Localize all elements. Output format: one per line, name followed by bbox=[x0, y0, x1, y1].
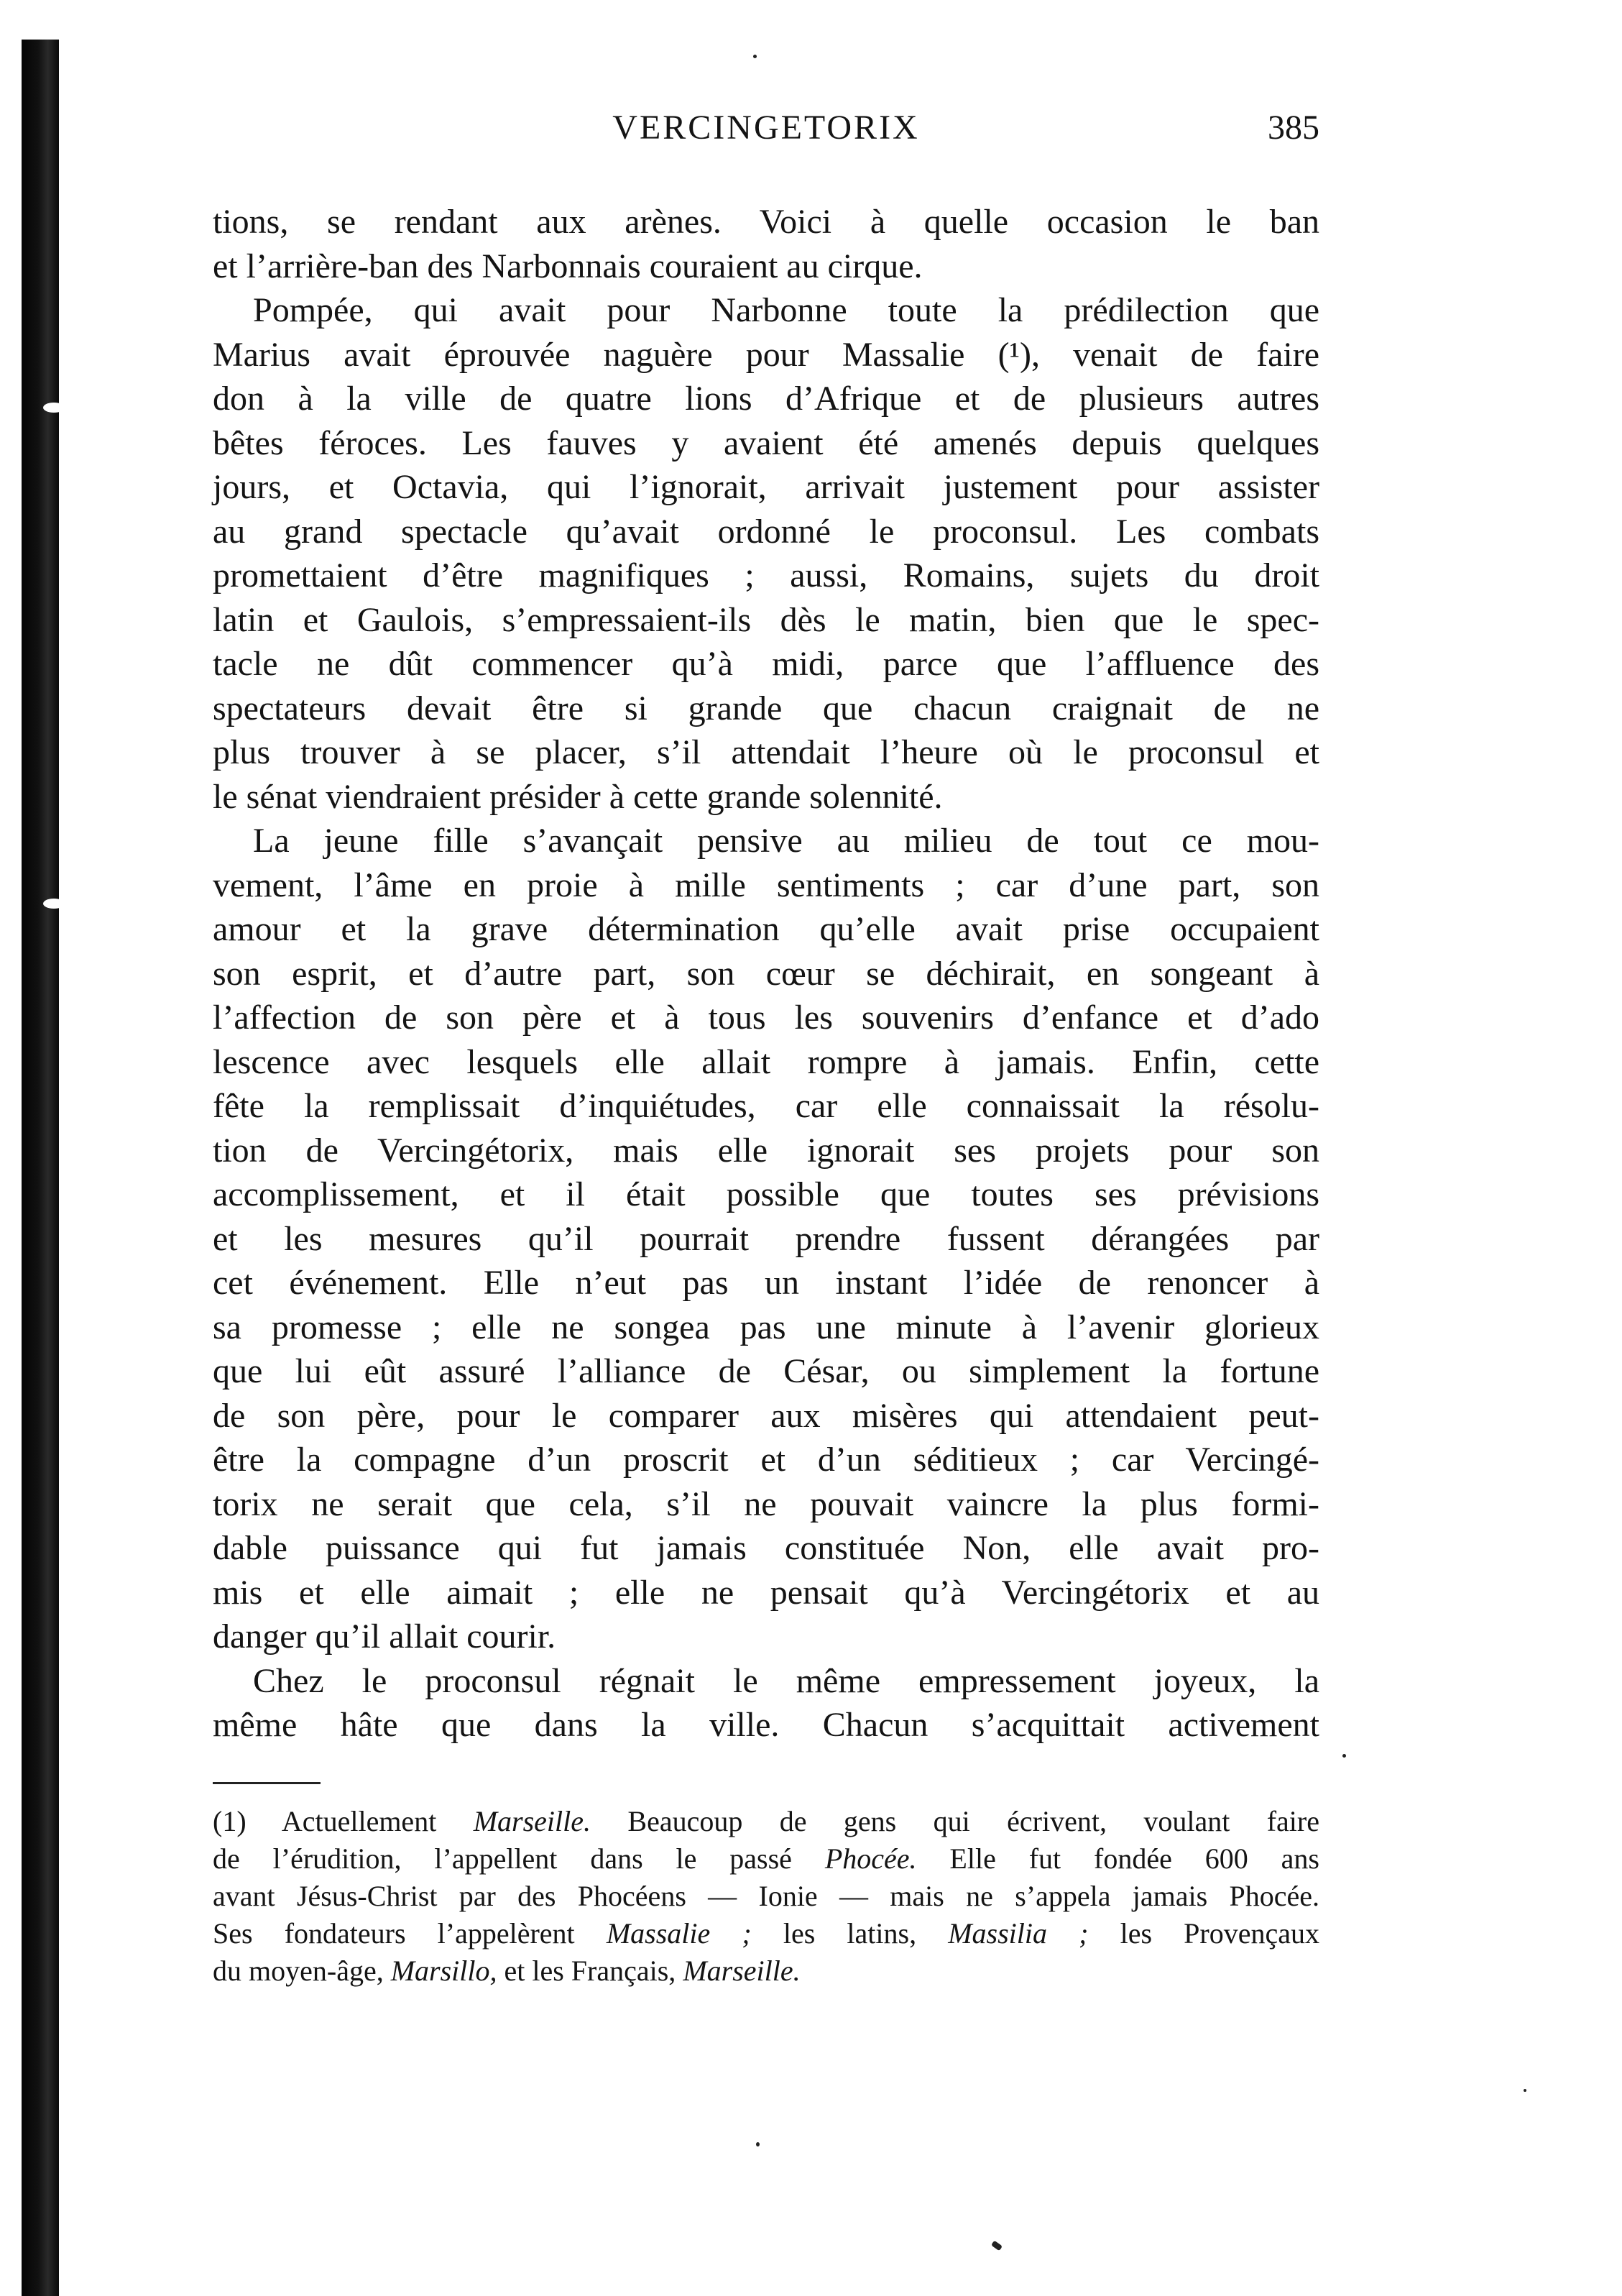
footnote-line bbox=[213, 1915, 1319, 1952]
print-speck bbox=[753, 55, 757, 58]
footnote-text: les latins, bbox=[751, 1916, 949, 1950]
text-line: Pompée, qui avait pour Narbonne toute la prédilection que bbox=[253, 291, 1319, 329]
footnote-text: Ses fondateurs l’appelèrent bbox=[213, 1916, 607, 1950]
page-header bbox=[213, 93, 1319, 165]
text-line: le sénat viendraient présider à cette grande solennité. bbox=[213, 777, 943, 816]
print-speck bbox=[1342, 1754, 1346, 1758]
footnote-text: Beaucoup de gens qui écrivent, voulant faire bbox=[591, 1804, 1319, 1837]
footnote-text: de l’érudition, l’appellent dans le passé bbox=[213, 1842, 825, 1875]
text-line: tacle ne dût commencer qu’à midi, parce que l’affluence des bbox=[213, 645, 1319, 683]
text-line: fête la remplissait d’inquiétudes, car elle connaissait la résolu- bbox=[213, 1087, 1319, 1125]
text-line: latin et Gaulois, s’empressaient-ils dès le matin, bien que le spec- bbox=[213, 600, 1319, 639]
print-speck bbox=[1524, 2089, 1526, 2092]
text-line: mis et elle aimait ; elle ne pensait qu’à Vercingétorix et au bbox=[213, 1573, 1319, 1612]
footnote-line bbox=[213, 1878, 1319, 1915]
text-line: torix ne serait que cela, s’il ne pouvait vaincre la plus formi- bbox=[213, 1484, 1319, 1523]
text-line: dable puissance qui fut jamais constituée Non, elle avait pro- bbox=[213, 1529, 1319, 1567]
text-line: accomplissement, et il était possible que toutes ses prévisions bbox=[213, 1175, 1319, 1213]
running-title: VERCINGETORIX bbox=[612, 109, 920, 147]
print-speck bbox=[991, 2241, 1003, 2251]
footnote-rule bbox=[213, 1782, 321, 1784]
text-line: Chez le proconsul régnait le même empressement joyeux, la bbox=[253, 1661, 1319, 1700]
text-line: La jeune fille s’avançait pensive au milieu de tout ce mou- bbox=[253, 822, 1319, 860]
footnote-line bbox=[213, 1952, 1319, 1990]
binding-notch bbox=[43, 403, 65, 413]
text-line: promettaient d’être magnifiques ; aussi, Romains, sujets du droit bbox=[213, 556, 1319, 594]
footnote-italic-text: Massilia ; bbox=[948, 1916, 1089, 1950]
body-text bbox=[213, 200, 1319, 1748]
footnote-text: (1) Actuellement bbox=[213, 1804, 474, 1837]
text-line: bêtes féroces. Les fauves y avaient été amenés depuis quelques bbox=[213, 423, 1319, 462]
text-line: et les mesures qu’il pourrait prendre fussent dérangées par bbox=[213, 1219, 1319, 1258]
text-line: sa promesse ; elle ne songea pas une minute à l’avenir glorieux bbox=[213, 1308, 1319, 1346]
text-line: tions, se rendant aux arènes. Voici à quelle occasion le ban bbox=[213, 203, 1319, 241]
text-line: Marius avait éprouvée naguère pour Massalie (¹), venait de faire bbox=[213, 335, 1319, 374]
text-line: lescence avec lesquels elle allait rompre à jamais. Enfin, cette bbox=[213, 1042, 1319, 1081]
text-line: et l’arrière-ban des Narbonnais couraient au cirque. bbox=[213, 247, 923, 285]
text-line: tion de Vercingétorix, mais elle ignorait ses projets pour son bbox=[213, 1131, 1319, 1170]
book-page bbox=[213, 93, 1319, 1990]
footnote-text: du moyen-âge, bbox=[213, 1954, 391, 1987]
footnote-text: Elle fut fondée 600 ans bbox=[916, 1842, 1319, 1875]
text-line: jours, et Octavia, qui l’ignorait, arrivait justement pour assister bbox=[213, 468, 1319, 506]
text-line: plus trouver à se placer, s’il attendait l’heure où le proconsul et bbox=[213, 733, 1319, 771]
binding-notch bbox=[43, 899, 65, 909]
footnote-italic-text: Phocée. bbox=[824, 1842, 917, 1875]
text-line: même hâte que dans la ville. Chacun s’acquittait activement bbox=[213, 1706, 1319, 1744]
footnote-line bbox=[213, 1840, 1319, 1878]
text-line: amour et la grave détermination qu’elle avait prise occupaient bbox=[213, 910, 1319, 948]
footnote-italic-text: Marseille. bbox=[473, 1804, 591, 1837]
text-line: au grand spectacle qu’avait ordonné le proconsul. Les combats bbox=[213, 512, 1319, 551]
footnote-line bbox=[213, 1803, 1319, 1840]
footnote-text: les Provençaux bbox=[1088, 1916, 1320, 1950]
footnote-text: avant Jésus-Christ par des Phocéens — Ionie — mais ne s’appela jamais Phocée. bbox=[213, 1879, 1319, 1912]
text-line: de son père, pour le comparer aux misères qui attendaient peut- bbox=[213, 1396, 1319, 1435]
text-line: danger qu’il allait courir. bbox=[213, 1617, 556, 1656]
text-line: spectateurs devait être si grande que chacun craignait de ne bbox=[213, 689, 1319, 727]
text-line: don à la ville de quatre lions d’Afrique et de plusieurs autres bbox=[213, 380, 1319, 418]
footnotes bbox=[213, 1803, 1319, 1990]
book-binding-edge bbox=[22, 40, 59, 2296]
text-line: son esprit, et d’autre part, son cœur se déchirait, en songeant à bbox=[213, 954, 1319, 993]
text-line: l’affection de son père et à tous les souvenirs d’enfance et d’ado bbox=[213, 998, 1319, 1037]
footnote-italic-text: Marsillo, bbox=[390, 1954, 497, 1987]
footnote-text: et les Français, bbox=[497, 1954, 683, 1987]
text-line: vement, l’âme en proie à mille sentiments ; car d’une part, son bbox=[213, 865, 1319, 904]
page-number: 385 bbox=[1268, 109, 1319, 147]
text-line: être la compagne d’un proscrit et d’un séditieux ; car Vercingé- bbox=[213, 1441, 1319, 1479]
footnote-italic-text: Massalie ; bbox=[606, 1916, 752, 1950]
print-speck bbox=[756, 2142, 760, 2146]
text-line: cet événement. Elle n’eut pas un instant l’idée de renoncer à bbox=[213, 1264, 1319, 1302]
text-line: que lui eût assuré l’alliance de César, ou simplement la fortune bbox=[213, 1352, 1319, 1390]
footnote-italic-text: Marseille. bbox=[683, 1954, 801, 1987]
